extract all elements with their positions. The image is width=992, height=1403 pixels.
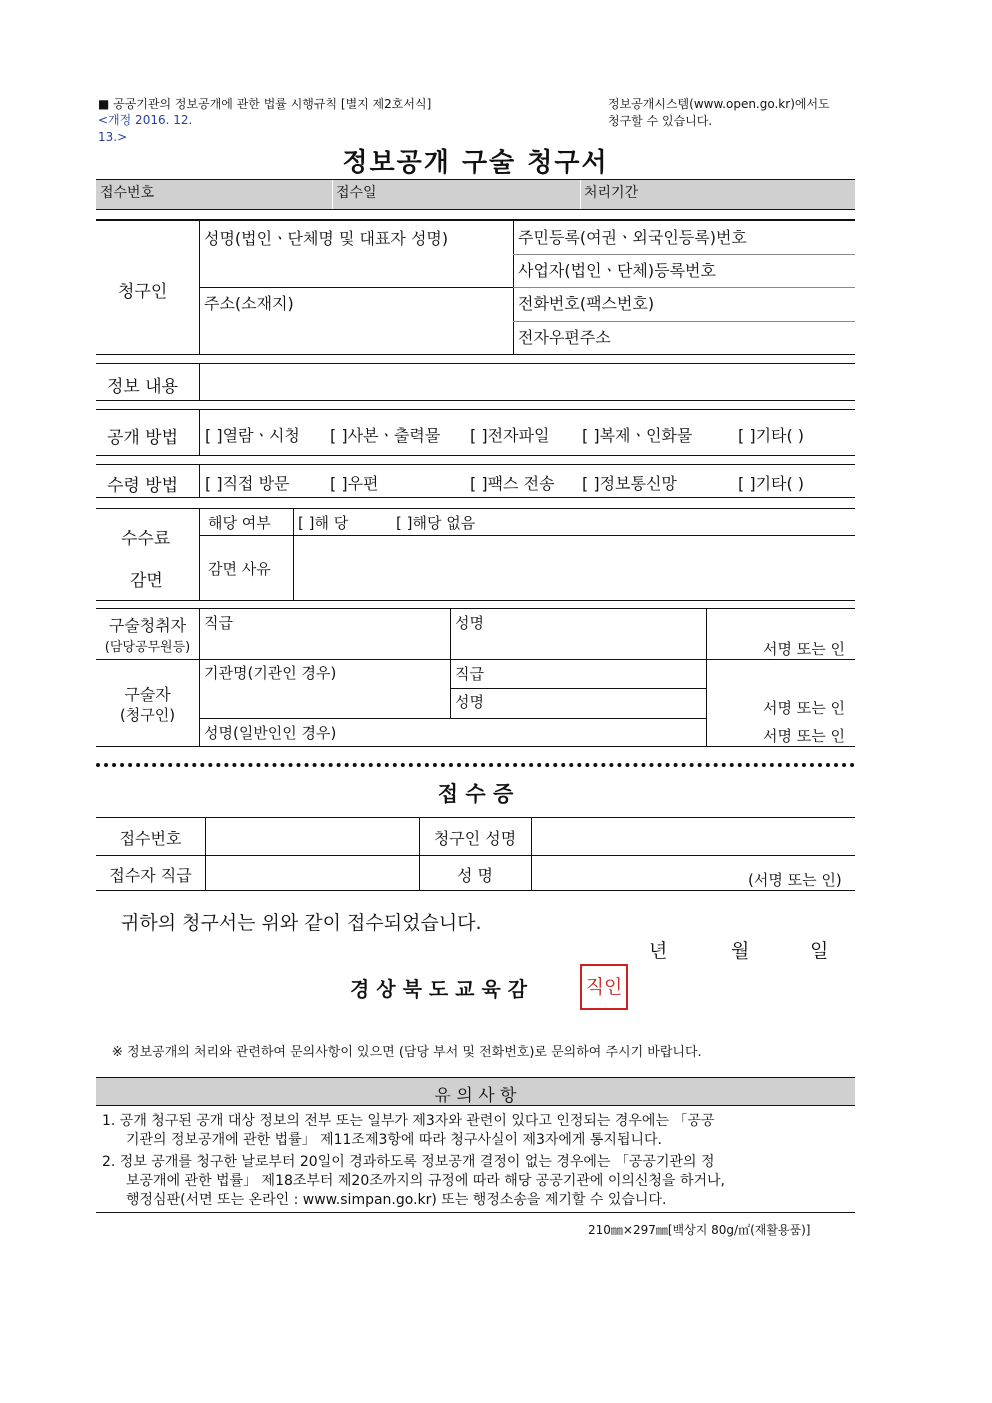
oral-requester-label-line1: 구술자: [124, 685, 171, 704]
receive-option-mail[interactable]: [ ]우편: [330, 474, 379, 493]
disclosure-option-copy[interactable]: [ ]사본ㆍ출력물: [330, 426, 441, 445]
receipt-date-label: 접수일: [336, 185, 377, 201]
oral-sign-2: 서명 또는 인: [763, 727, 845, 745]
receipt-title: 접 수 증: [437, 782, 514, 806]
cut-line: [96, 763, 855, 767]
fee-option-applicable[interactable]: [ ]해 당: [298, 514, 349, 532]
receipt-bar: [96, 179, 855, 209]
phone-label: 전화번호(팩스번호): [518, 294, 655, 313]
note-1-line1: 1. 공개 청구된 공개 대상 정보의 전부 또는 일부가 제3자와 관련이 있다고 인정되는 경우에는 「공공: [102, 1113, 715, 1129]
recipient-sign: 서명 또는 인: [763, 640, 845, 658]
receipt-number-label-2: 접수번호: [119, 829, 182, 848]
fee-reason-label: 감면 사유: [208, 560, 271, 578]
note-2-line3: 행정심판(서면 또는 온라인 : www.simpan.go.kr) 또는 행정소송을 제기할 수 있습니다.: [126, 1192, 667, 1208]
note-2-line1: 2. 정보 공개를 청구한 날로부터 20일이 경과하도록 정보공개 결정이 없는 경우에는 「공공기관의 정: [102, 1154, 715, 1170]
address-label: 주소(소재지): [204, 294, 294, 313]
receiver-name-label: 성 명: [457, 866, 493, 885]
online-note-line1: 정보공개시스템(www.open.go.kr)에서도: [608, 97, 830, 111]
page-title: 정보공개 구술 청구서: [342, 148, 609, 178]
disclosure-option-other[interactable]: [ ]기타( ): [738, 426, 805, 445]
info-content-label: 정보 내용: [107, 377, 179, 397]
oral-sign-1: 서명 또는 인: [763, 699, 845, 717]
receive-method-label: 수령 방법: [107, 476, 179, 496]
official-stamp: [580, 964, 628, 1010]
business-number-label: 사업자(법인ㆍ단체)등록번호: [518, 261, 716, 280]
recipient-position-label: 직급: [204, 614, 233, 632]
org-name-label: 기관명(기관인 경우): [204, 664, 337, 682]
form-reference: [98, 96, 431, 113]
receipt-number-label: 접수번호: [100, 185, 155, 201]
oral-name-label: 성명: [455, 693, 484, 711]
receiver-position-label: 접수자 직급: [109, 866, 192, 885]
revision-note: <개정 2016. 12. 13.>: [98, 113, 193, 144]
disclosure-method-label: 공개 방법: [107, 428, 179, 448]
processing-period-label: 처리기간: [584, 185, 639, 201]
date-year: 년: [649, 940, 668, 962]
info-content-field[interactable]: [200, 364, 855, 400]
email-label: 전자우편주소: [518, 328, 611, 347]
individual-name-label: 성명(일반인인 경우): [204, 724, 337, 742]
recipient-label-line2: (담당공무원등): [104, 640, 191, 655]
oral-position-label: 직급: [455, 665, 484, 683]
notes-title: 유 의 사 항: [434, 1086, 517, 1106]
disclosure-option-reproduction[interactable]: [ ]복제ㆍ인화물: [582, 426, 693, 445]
disclosure-option-electronic[interactable]: [ ]전자파일: [470, 426, 550, 445]
receive-option-other[interactable]: [ ]기타( ): [738, 474, 805, 493]
fee-label-line1: 수수료: [121, 529, 171, 549]
requester-name-label-2: 청구인 성명: [433, 829, 517, 848]
receiver-sign: (서명 또는 인): [748, 871, 842, 889]
receive-option-network[interactable]: [ ]정보통신망: [582, 474, 677, 493]
online-note-line2: 청구할 수 있습니다.: [608, 114, 713, 128]
requester-name-label: 성명(법인ㆍ단체명 및 대표자 성명): [204, 229, 449, 248]
receipt-message: 귀하의 청구서는 위와 같이 접수되었습니다.: [121, 912, 482, 934]
receive-option-fax[interactable]: [ ]팩스 전송: [470, 474, 555, 493]
recipient-name-label: 성명: [455, 614, 484, 632]
paper-spec: 210㎜×297㎜[백상지 80g/㎡(재활용품)]: [588, 1223, 811, 1237]
inquiry-note: ※ 정보공개의 처리와 관련하여 문의사항이 있으면 (담당 부서 및 전화번호)로 문의하여 주시기 바랍니다.: [112, 1045, 702, 1060]
note-2-line2: 보공개에 관한 법률」 제18조부터 제20조까지의 규정에 따라 해당 공공기관에 이의신청을 하거나,: [126, 1173, 725, 1189]
online-note: [608, 96, 858, 130]
oral-requester-label-line2: (청구인): [119, 706, 176, 724]
receive-option-visit[interactable]: [ ]직접 방문: [205, 474, 290, 493]
form-ref-text: ■ 공공기관의 정보공개에 관한 법률 시행규칙 [별지 제2호서식]: [98, 97, 432, 111]
resident-number-label: 주민등록(여권ㆍ외국인등록)번호: [518, 228, 747, 247]
requester-label: 청구인: [118, 282, 168, 302]
recipient-label-line1: 구술청취자: [108, 616, 187, 635]
issuer-name: 경 상 북 도 교 육 감: [350, 977, 528, 1001]
disclosure-option-view[interactable]: [ ]열람ㆍ시청: [205, 426, 300, 445]
note-1-line2: 기관의 정보공개에 관한 법률」 제11조제3항에 따라 청구사실이 제3자에게 통지됩니다.: [126, 1132, 662, 1148]
fee-reason-field[interactable]: [294, 536, 855, 599]
fee-applicable-label: 해당 여부: [208, 514, 271, 532]
fee-label-line2: 감면: [130, 571, 163, 591]
fee-option-not-applicable[interactable]: [ ]해당 없음: [396, 514, 476, 532]
date-day: 일: [810, 940, 829, 962]
stamp-text: 직인: [585, 976, 623, 998]
date-month: 월: [731, 940, 750, 962]
